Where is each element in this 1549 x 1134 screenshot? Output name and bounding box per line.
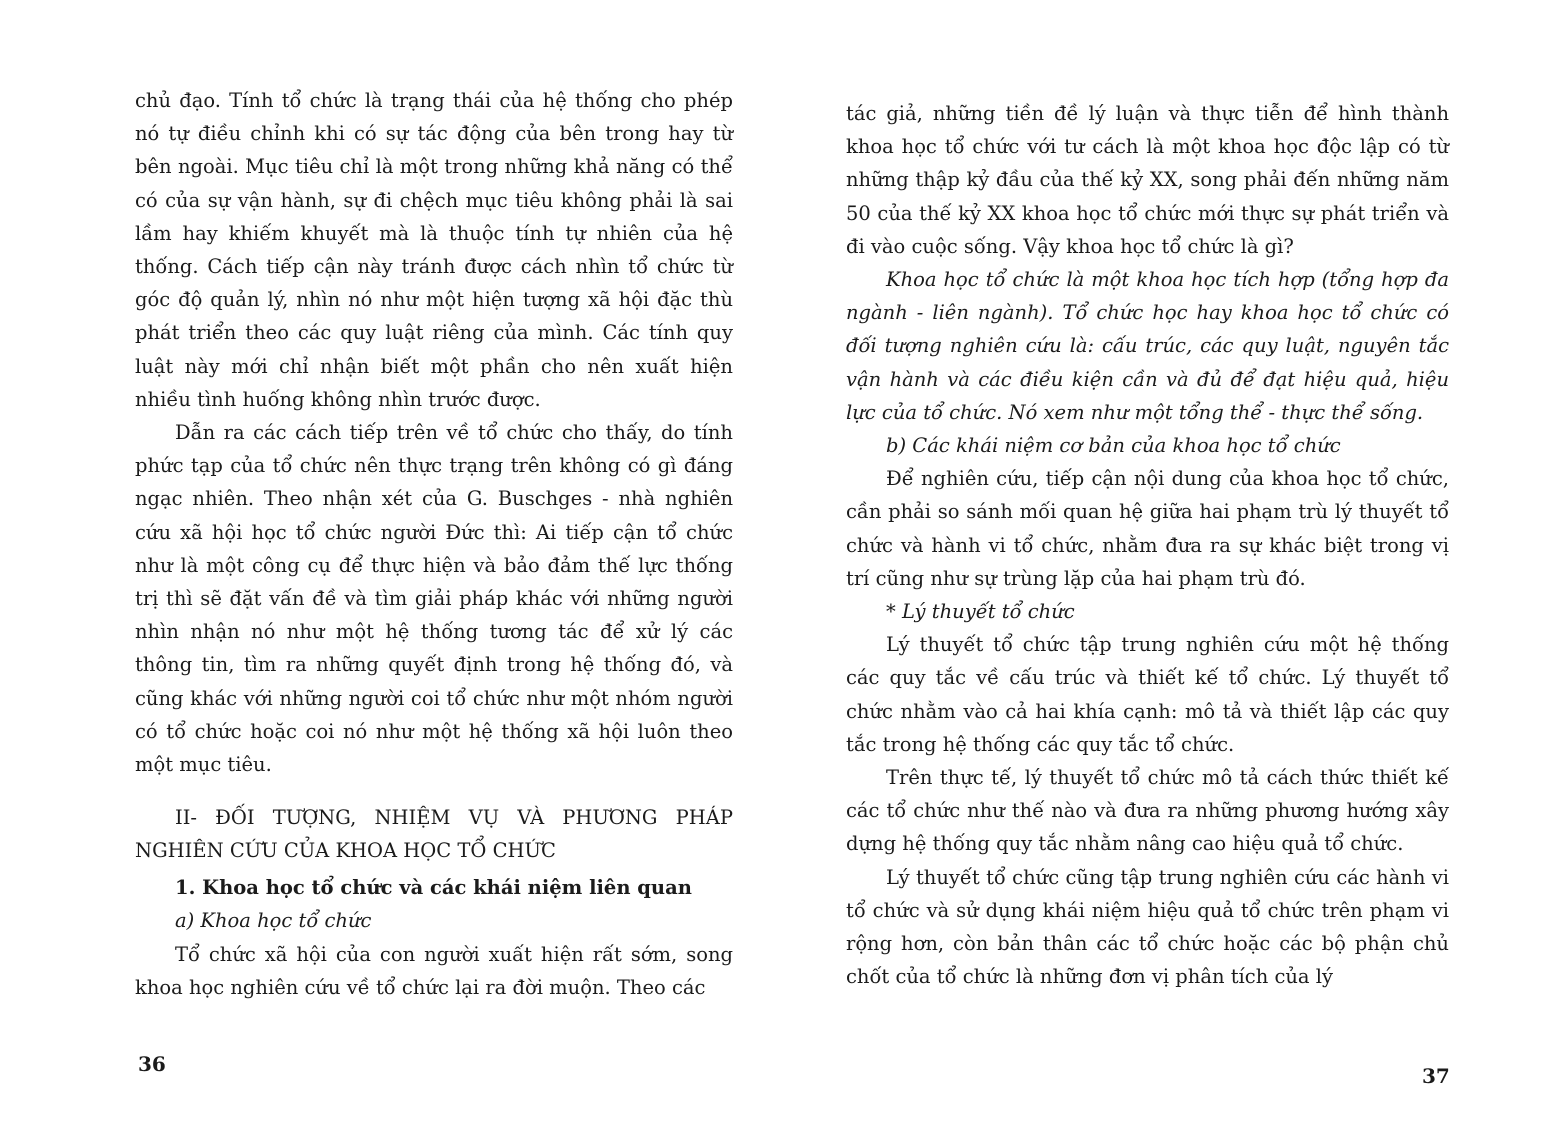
subheading-b: b) Các khái niệm cơ bản của khoa học tổ chức [886,434,1341,458]
right-page [774,0,1549,1134]
right-page-body [846,97,1449,993]
page-number-left: 36 [138,1052,166,1076]
right-paragraph-3: Để nghiên cứu, tiếp cận nội dung của khoa học tổ chức, cần phải so sánh mối quan hệ giữa hai phạm trù lý thuyết tổ chức và hành vi tổ chức, nhằm đưa ra sự khác biệt trong vị trí cũng như sự trùng lặp của hai phạm trù đó. [846,467,1449,590]
subheading-organization-theory: * Lý thuyết tổ chức [886,600,1075,624]
left-page [0,0,774,1134]
left-page-body [135,84,733,1004]
right-paragraph-2-definition: Khoa học tổ chức là một khoa học tích hợp (tổng hợp đa ngành - liên ngành). Tổ chức học hay khoa học tổ chức có đối tượng nghiên cứu là: cấu trúc, các quy luật, nguyên tắc vận hành và các điều kiện cần và đủ để đạt hiệu quả, hiệu lực của tổ chức. Nó xem như một tổng thể - thực thể sống. [846,268,1449,424]
subsection-heading: 1. Khoa học tổ chức và các khái niệm liên quan [175,876,692,900]
left-paragraph-2: Dẫn ra các cách tiếp trên về tổ chức cho thấy, do tính phức tạp của tổ chức nên thực trạng trên không có gì đáng ngạc nhiên. Theo nhận xét của G. Buschges - nhà nghiên cứu xã hội học tổ chức người Đức thì: Ai tiếp cận tổ chức như là một công cụ để thực hiện và bảo đảm thế lực thống trị thì sẽ đặt vấn đề và tìm giải pháp khác với những người nhìn nhận nó như một hệ thống tương tác để xử lý các thông tin, tìm ra những quyết định trong hệ thống đó, và cũng khác với những người coi tổ chức như một nhóm người có tổ chức hoặc coi nó như một hệ thống xã hội luôn theo một mục tiêu. [135,421,733,777]
left-paragraph-1: chủ đạo. Tính tổ chức là trạng thái của hệ thống cho phép nó tự điều chỉnh khi có sự tác động của bên trong hay từ bên ngoài. Mục tiêu chỉ là một trong những khả năng có thể có của sự vận hành, sự đi chệch mục tiêu không phải là sai lầm hay khiếm khuyết mà là thuộc tính tự nhiên của hệ thống. Cách tiếp cận này tránh được cách nhìn tổ chức từ góc độ quản lý, nhìn nó như một hiện tượng xã hội đặc thù phát triển theo các quy luật riêng của mình. Các tính quy luật này mới chỉ nhận biết một phần cho nên xuất hiện nhiều tình huống không nhìn trước được. [135,89,733,411]
right-paragraph-1: tác giả, những tiền đề lý luận và thực tiễn để hình thành khoa học tổ chức với tư cách là một khoa học độc lập có từ những thập kỷ đầu của thế kỷ XX, song phải đến những năm 50 của thế kỷ XX khoa học tổ chức mới thực sự phát triển và đi vào cuộc sống. Vậy khoa học tổ chức là gì? [846,102,1449,258]
right-paragraph-4: Lý thuyết tổ chức tập trung nghiên cứu một hệ thống các quy tắc về cấu trúc và thiết kế tổ chức. Lý thuyết tổ chức nhằm vào cả hai khía cạnh: mô tả và thiết lập các quy tắc trong hệ thống các quy tắc tổ chức. [846,633,1449,756]
right-paragraph-6: Lý thuyết tổ chức cũng tập trung nghiên cứu các hành vi tổ chức và sử dụng khái niệm hiệu quả tổ chức trên phạm vi rộng hơn, còn bản thân các tổ chức hoặc các bộ phận chủ chốt của tổ chức là những đơn vị phân tích của lý [846,865,1449,989]
section-heading: II- ĐỐI TƯỢNG, NHIỆM VỤ VÀ PHƯƠNG PHÁP NGHIÊN CỨU CỦA KHOA HỌC TỔ CHỨC [135,806,733,863]
left-paragraph-3: Tổ chức xã hội của con người xuất hiện rất sớm, song khoa học nghiên cứu về tổ chức lại ra đời muộn. Theo các [135,942,733,999]
page-number-right: 37 [1422,1064,1450,1088]
subheading-a: a) Khoa học tổ chức [175,909,372,933]
right-paragraph-5: Trên thực tế, lý thuyết tổ chức mô tả cách thức thiết kế các tổ chức như thế nào và đưa ra những phương hướng xây dựng hệ thống quy tắc nhằm nâng cao hiệu quả tổ chức. [846,766,1449,856]
